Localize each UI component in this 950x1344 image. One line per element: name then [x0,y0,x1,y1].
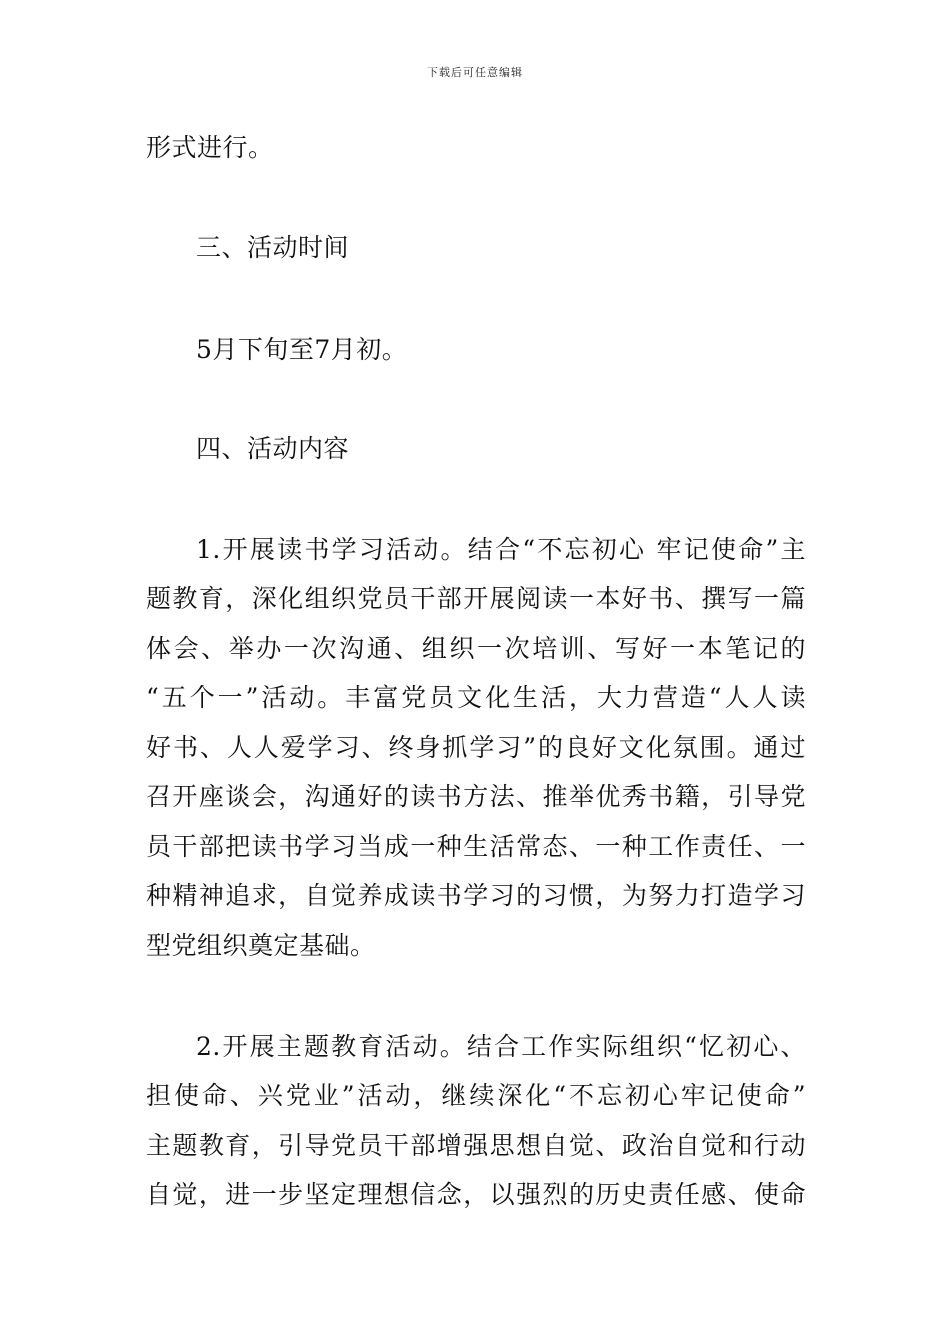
section-heading-activity-time: 三、活动时间 [196,233,350,262]
activity-time-text: 5月下旬至7月初。 [196,335,408,364]
paragraph-1-line-8: 种精神追求，自觉养成读书学习的习惯，为努力打造学习 [146,881,806,910]
paragraph-1-line-1: 1.开展读书学习活动。结合“不忘初心 牢记使命”主 [196,535,806,564]
section-heading-activity-content: 四、活动内容 [196,434,350,463]
paragraph-2-line-1: 2.开展主题教育活动。结合工作实际组织“忆初心、 [196,1032,806,1061]
page-header: 下载后可任意编辑 [427,66,523,79]
paragraph-1-line-3: 体会、举办一次沟通、组织一次培训、写好一本笔记的 [146,634,806,663]
paragraph-1-line-7: 员干部把读书学习当成一种生活常态、一种工作责任、一 [146,832,806,861]
paragraph-1-line-4: “五个一”活动。丰富党员文化生活，大力营造“人人读 [146,683,806,712]
paragraph-1-line-6: 召开座谈会，沟通好的读书方法、推举优秀书籍，引导党 [146,782,806,811]
paragraph-1-line-9: 型党组织奠定基础。 [146,931,376,960]
paragraph-2-line-4: 自觉，进一步坚定理想信念，以强烈的历史责任感、使命 [146,1180,806,1209]
paragraph-1-line-5: 好书、人人爱学习、终身抓学习”的良好文化氛围。通过 [146,733,806,762]
paragraph-2-line-2: 担使命、兴党业”活动，继续深化“不忘初心牢记使命” [146,1081,806,1110]
text-line-continuation: 形式进行。 [146,133,274,162]
paragraph-1-line-2: 题教育，深化组织党员干部开展阅读一本好书、撰写一篇 [146,584,806,613]
paragraph-2-line-3: 主题教育，引导党员干部增强思想自觉、政治自觉和行动 [146,1131,806,1160]
